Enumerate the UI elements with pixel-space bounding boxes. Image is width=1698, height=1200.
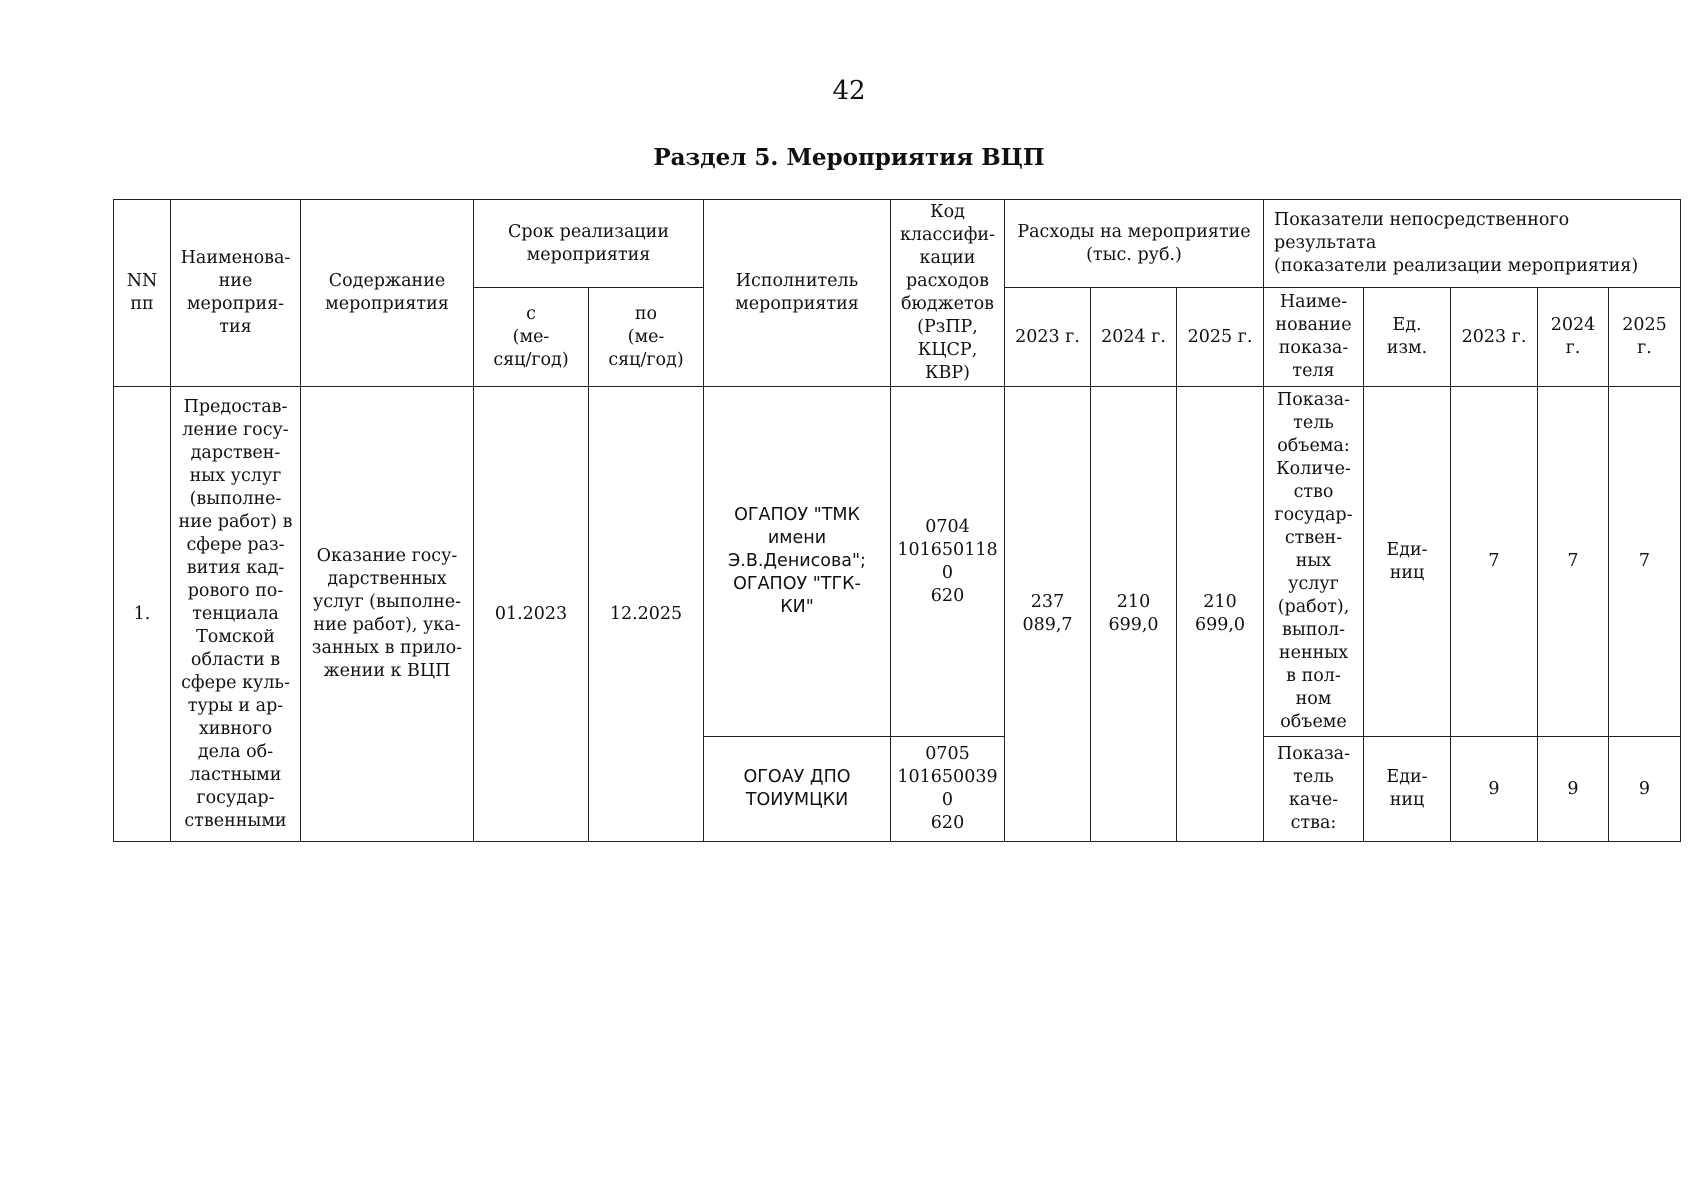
row-ind-2023: 9 [1451, 737, 1538, 842]
row-budget-code: 0704 101650118 0 620 [891, 387, 1005, 737]
row-ind-2024: 7 [1538, 387, 1609, 737]
row-activity-name: Предостав- ление госу- дарствен- ных услуг (выполне- ние работ) в сфере раз- вития кад- рового по- тенциала Томской области в сфере куль- туры и ар- хивного дела об- ластными государ- ственными [171, 387, 301, 842]
row-ind-2023: 7 [1451, 387, 1538, 737]
row-ind-2025: 9 [1609, 737, 1681, 842]
header-indicator-unit: Ед. изм. [1364, 288, 1451, 387]
header-budget-code: Код классифи- кации расходов бюджетов (РзПР, КЦСР, КВР) [891, 200, 1005, 387]
header-exp-2023: 2023 г. [1005, 288, 1091, 387]
header-activity-content: Содержание мероприятия [301, 200, 474, 387]
section-title: Раздел 5. Мероприятия ВЦП [653, 144, 1045, 171]
row-ind-2024: 9 [1538, 737, 1609, 842]
row-to: 12.2025 [589, 387, 704, 842]
row-exp-2025: 210 699,0 [1177, 387, 1264, 842]
header-ind-2023: 2023 г. [1451, 288, 1538, 387]
header-expenses: Расходы на мероприятие (тыс. руб.) [1005, 200, 1264, 288]
row-budget-code: 0705 101650039 0 620 [891, 737, 1005, 842]
row-indicator-unit: Еди- ниц [1364, 737, 1451, 842]
header-ind-2024: 2024 г. [1538, 288, 1609, 387]
row-nn: 1. [114, 387, 171, 842]
header-indicators: Показатели непосредственного результата (показатели реализации мероприятия) [1264, 200, 1681, 288]
table-row [114, 387, 1681, 737]
row-exp-2023: 237 089,7 [1005, 387, 1091, 842]
row-executor: ОГАПОУ "ТМК имени Э.В.Денисова"; ОГАПОУ "ТГК- КИ" [704, 387, 891, 737]
row-indicator-name: Показа- тель объема: Количе- ство государ- ствен- ных услуг (работ), выпол- ненных в пол- ном объеме [1264, 387, 1364, 737]
activities-table [113, 199, 1681, 842]
header-period: Срок реализации мероприятия [474, 200, 704, 288]
header-ind-2025: 2025 г. [1609, 288, 1681, 387]
header-indicator-name: Наиме- нование показа- теля [1264, 288, 1364, 387]
header-to: по (ме- сяц/год) [589, 288, 704, 387]
header-exp-2024: 2024 г. [1091, 288, 1177, 387]
table-header-row [114, 200, 1681, 288]
row-executor: ОГОАУ ДПО ТОИУМЦКИ [704, 737, 891, 842]
header-from: с (ме- сяц/год) [474, 288, 589, 387]
header-nn: NN пп [114, 200, 171, 387]
header-executor: Исполнитель мероприятия [704, 200, 891, 387]
header-activity-name: Наименова- ние мероприя- тия [171, 200, 301, 387]
row-from: 01.2023 [474, 387, 589, 842]
row-ind-2025: 7 [1609, 387, 1681, 737]
row-activity-content: Оказание госу- дарственных услуг (выполне- ние работ), ука- занных в прило- жении к ВЦП [301, 387, 474, 842]
row-exp-2024: 210 699,0 [1091, 387, 1177, 842]
header-exp-2025: 2025 г. [1177, 288, 1264, 387]
row-indicator-name: Показа- тель каче- ства: [1264, 737, 1364, 842]
row-indicator-unit: Еди- ниц [1364, 387, 1451, 737]
page-number: 42 [832, 76, 866, 106]
